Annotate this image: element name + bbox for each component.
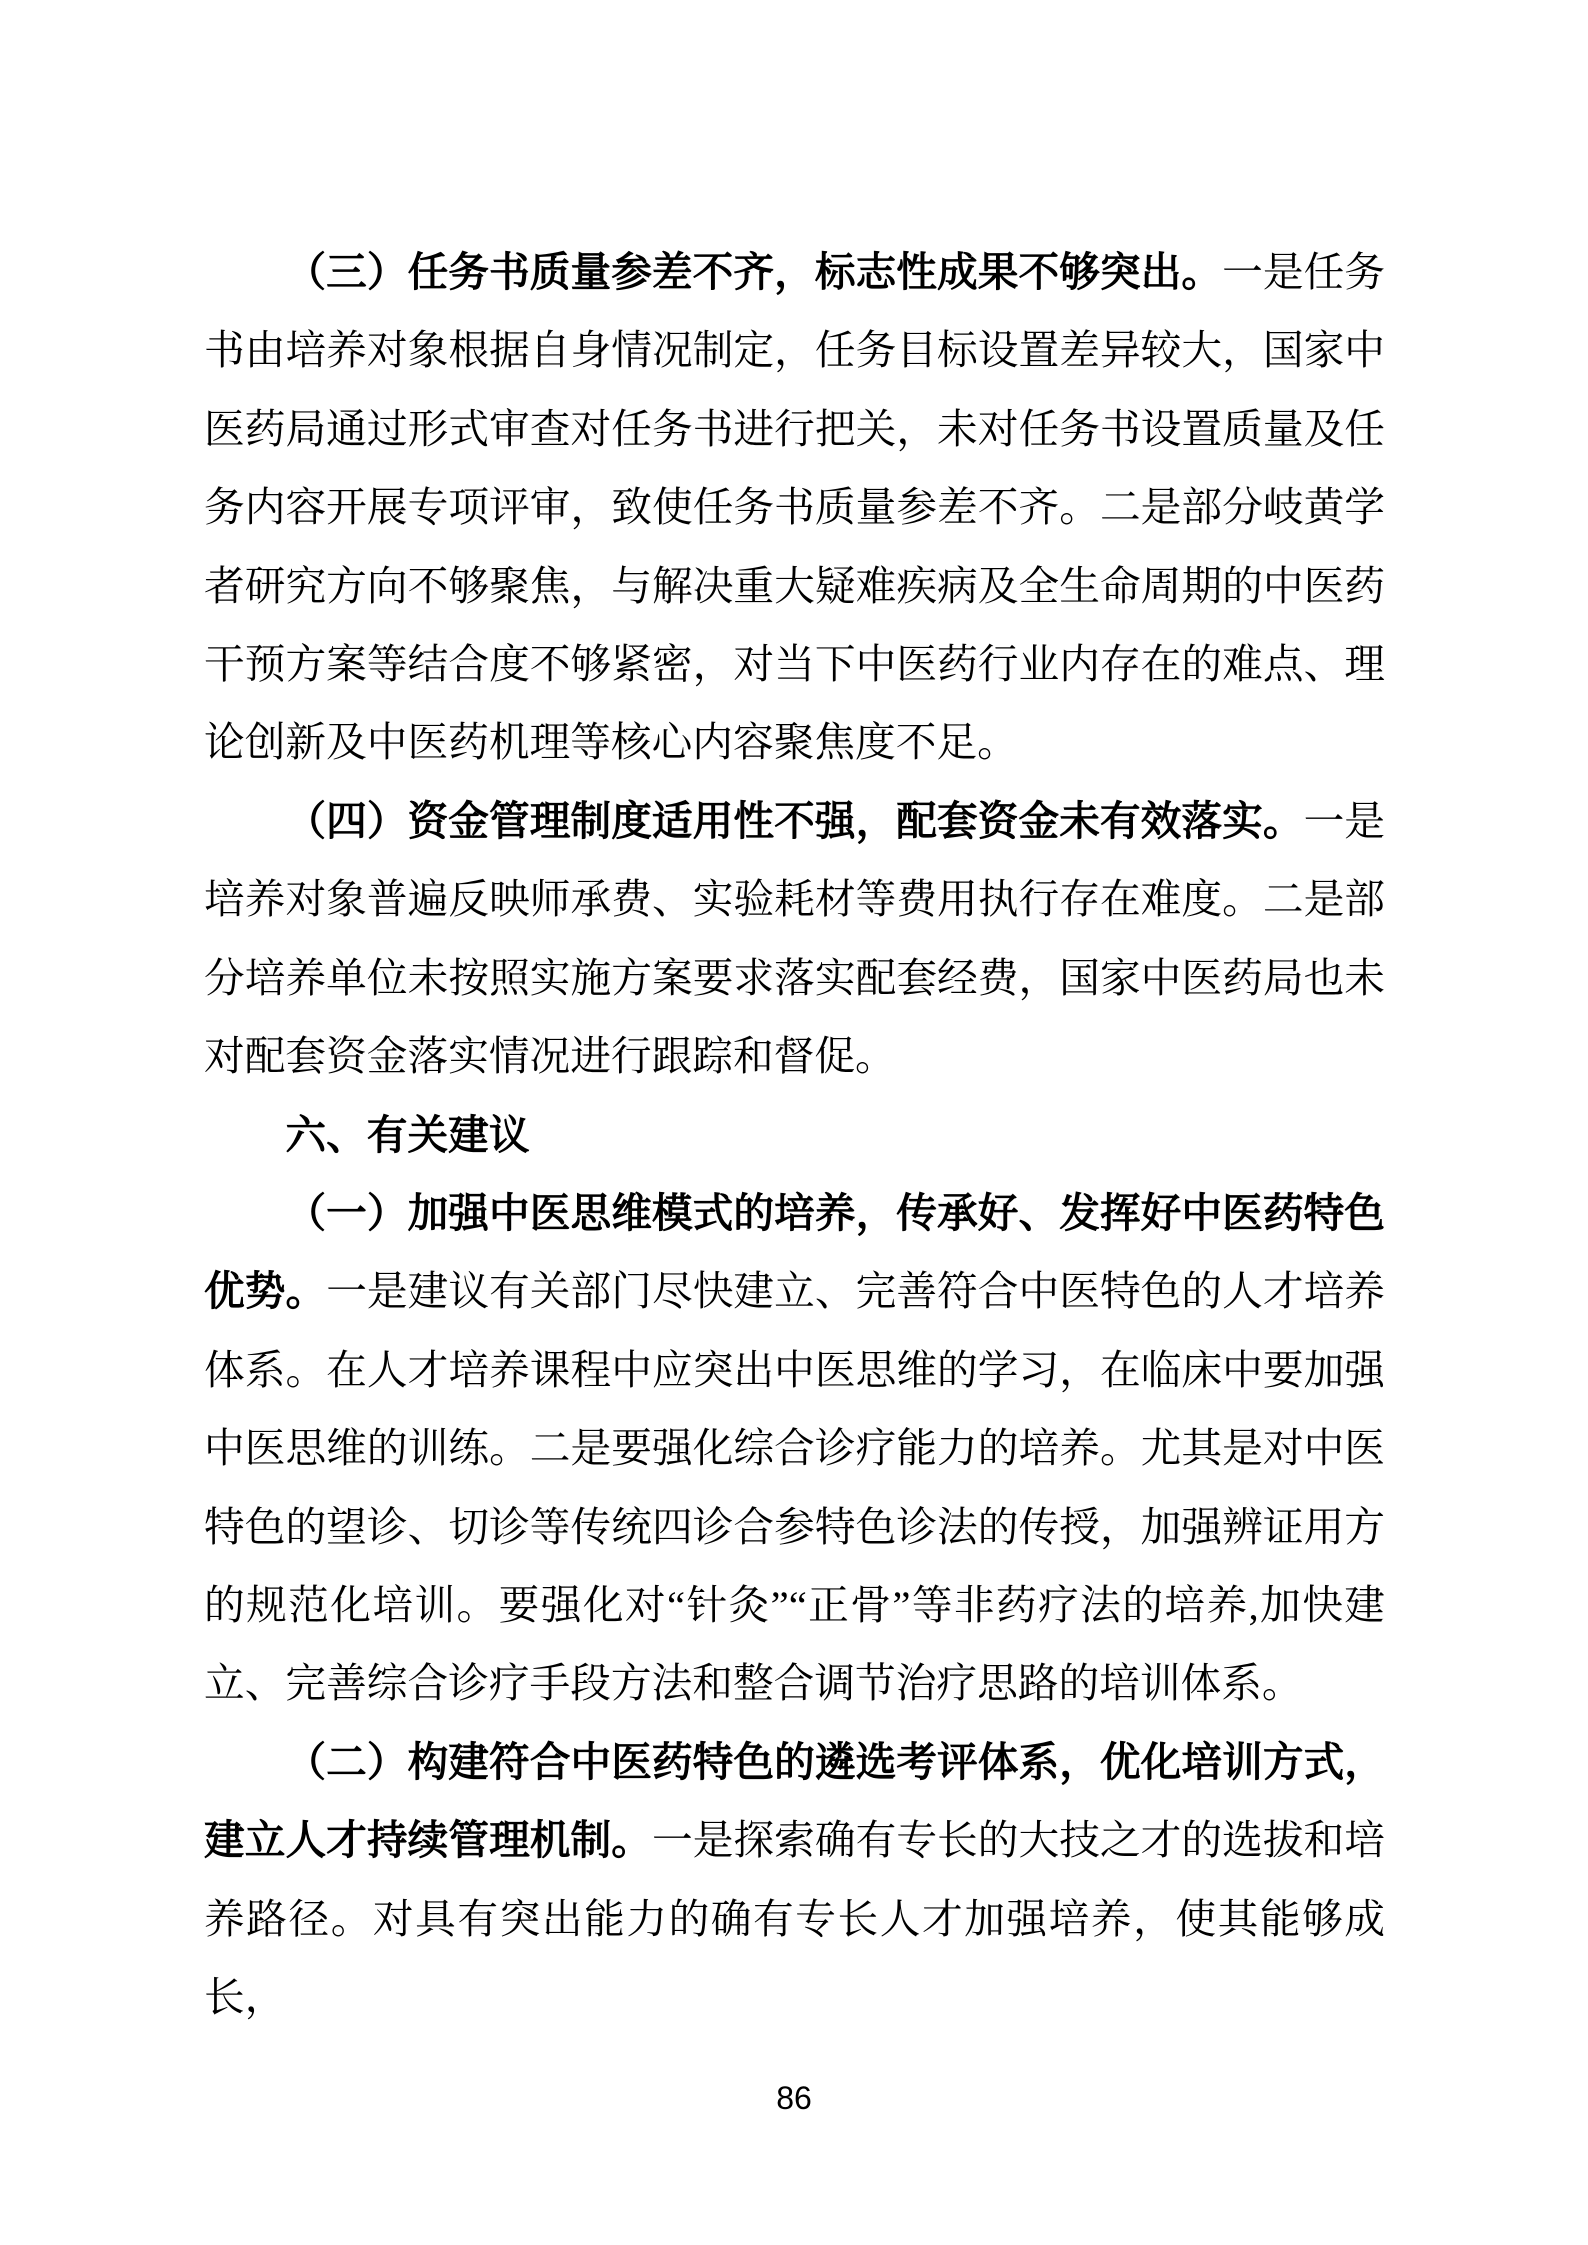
paragraph-lead: （四）资金管理制度适用性不强，配套资金未有效落实。	[285, 798, 1304, 844]
paragraph-lead: （三）任务书质量参差不齐，标志性成果不够突出。	[285, 250, 1223, 295]
paragraph-selection-system	[204, 1724, 1385, 2038]
paragraph-funding	[204, 783, 1385, 1097]
paragraph-body-text: 一是探索确有专长的大技之才的选拔和培养路径。对具有突出能力的确有专长人才加强培养，使其能够成长，	[204, 1818, 1385, 2020]
page-number: 86	[776, 2080, 812, 2116]
paragraph-tcm-thinking	[204, 1175, 1385, 1724]
document-body	[204, 234, 1385, 2037]
section-heading-suggestions: 六、有关建议	[285, 1112, 530, 1159]
paragraph-lead: （一）加强中医思维模式的培养，传承好、发挥好中医药特色优势。	[204, 1190, 1385, 1315]
paragraph-body-text: 一是培养对象普遍反映师承费、实验耗材等费用执行存在难度。二是部分培养单位未按照实施方案要求落实配套经费，国家中医药局也未对配套资金落实情况进行跟踪和督促。	[204, 798, 1385, 1080]
paragraph-lead: （二）构建符合中医药特色的遴选考评体系，优化培训方式，建立人才持续管理机制。	[204, 1739, 1385, 1864]
paragraph-task-quality	[204, 234, 1385, 783]
paragraph-body-text: 一是任务书由培养对象根据自身情况制定，任务目标设置差异较大，国家中医药局通过形式审查对任务书进行把关，未对任务书设置质量及任务内容开展专项评审，致使任务书质量参差不齐。二是部分岐黄学者研究方向不够聚焦，与解决重大疑难疾病及全生命周期的中医药干预方案等结合度不够紧密，对当下中医药行业内存在的难点、理论创新及中医药机理等核心内容聚焦度不足。	[204, 250, 1385, 766]
paragraph-body-text: 一是建议有关部门尽快建立、完善符合中医特色的人才培养体系。在人才培养课程中应突出中医思维的学习，在临床中要加强中医思维的训练。二是要强化综合诊疗能力的培养。尤其是对中医特色的望诊、切诊等传统四诊合参特色诊法的传授，加强辨证用方的规范化培训。要强化对“针灸”“正骨”等非药疗法的培养,加快建立、完善综合诊疗手段方法和整合调节治疗思路的培训体系。	[204, 1269, 1385, 1707]
